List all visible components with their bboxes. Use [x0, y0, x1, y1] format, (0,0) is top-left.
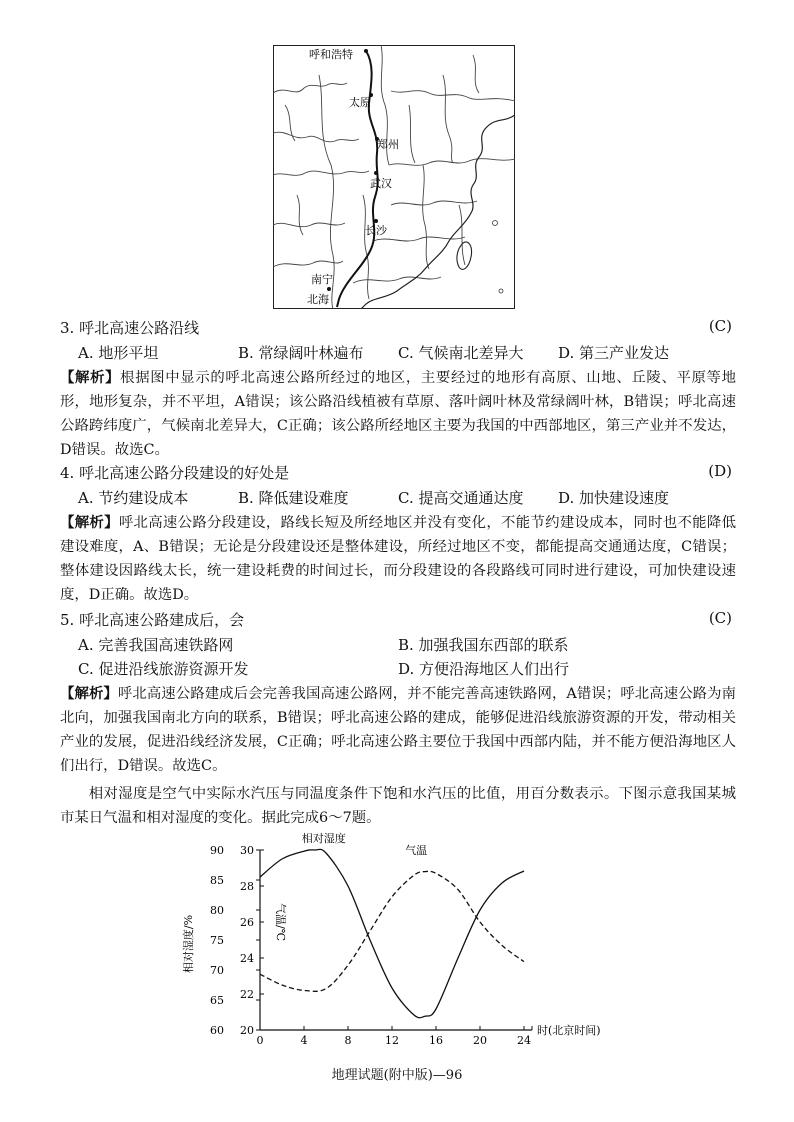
x-tick-label: 12 [385, 1034, 399, 1047]
x-tick-label: 0 [256, 1034, 264, 1047]
right-tick-label: 20 [240, 1024, 254, 1037]
right-tick-label: 24 [240, 952, 254, 965]
city-label-wuhan: 武汉 [370, 177, 392, 190]
q3-option-b: B. 常绿阔叶林遍布 [238, 344, 364, 362]
q4-option-c: C. 提高交通通达度 [398, 489, 524, 507]
q3-option-d: D. 第三产业发达 [558, 344, 670, 362]
right-tick-label: 22 [240, 988, 254, 1001]
q5-option-d: D. 方便沿海地区人们出行 [398, 660, 570, 678]
question-5-stem: 5. 呼北高速公路建成后，会 [60, 611, 245, 629]
q3-option-c: C. 气候南北差异大 [398, 344, 524, 362]
left-tick-label: 80 [210, 904, 224, 917]
humidity-line [260, 849, 524, 1017]
city-dot [374, 219, 378, 223]
q3-analysis [60, 366, 736, 462]
left-axis-label: 相对湿度/% [182, 914, 195, 974]
analysis-label: 【解析】 [60, 514, 119, 531]
temperature-series-label: 气温 [405, 844, 428, 857]
chart-series [260, 849, 524, 1017]
q5-option-a: A. 完善我国高速铁路网 [78, 636, 234, 654]
q5-option-b: B. 加强我国东西部的联系 [398, 636, 569, 654]
right-tick-label: 28 [240, 880, 254, 893]
route-map-svg [273, 45, 515, 309]
question-3-stem: 3. 呼北高速公路沿线 [60, 319, 200, 337]
temperature-humidity-chart [180, 826, 620, 1054]
left-tick-label: 85 [210, 874, 224, 887]
q4-option-d: D. 加快建设速度 [558, 489, 670, 507]
chart-series-labels [302, 831, 427, 857]
right-axis-label: 气温/℃ [274, 902, 287, 942]
q5-analysis [60, 682, 736, 778]
x-tick-label: 8 [344, 1034, 352, 1047]
question-3-answer: (C) [708, 317, 732, 335]
question-4-stem: 4. 呼北高速公路分段建设的好处是 [60, 464, 290, 482]
temperature-line [260, 871, 524, 991]
q4-option-b: B. 降低建设难度 [238, 489, 349, 507]
analysis-label: 【解析】 [60, 685, 118, 702]
q4-analysis-text: 呼北高速公路分段建设，路线长短及所经地区并没有变化，不能节约建设成本，同时也不能降低建设难度，A、B错误；无论是分段建设还是整体建设，所经过地区不变，都能提高交通通达度，C错误；整体建设因路线太长，统一建设耗费的时间过长，而分段建设的各段路线可同时进行建设，可加快建设速度，D正确。故选D。 [60, 515, 736, 603]
left-tick-label: 60 [210, 1024, 224, 1037]
left-tick-label: 65 [210, 994, 224, 1007]
x-tick-label: 4 [300, 1034, 308, 1047]
city-label-zhengzhou: 郑州 [377, 138, 399, 151]
x-tick-label: 24 [517, 1034, 531, 1047]
city-dot [327, 287, 331, 291]
chart-axes [181, 850, 601, 1037]
city-label-hohhot: 呼和浩特 [309, 48, 353, 61]
question-4-answer: (D) [708, 462, 732, 480]
q4-analysis [60, 511, 736, 607]
q5-analysis-text: 呼北高速公路建成后会完善我国高速公路网，并不能完善高速铁路网，A错误；呼北高速公路为南北向，加强我国南北方向的联系，B错误；呼北高速公路的建成，能够促进沿线旅游资源的开发，带动相关产业的发展，促进沿线经济发展，C正确；呼北高速公路主要位于我国中西部内陆，并不能方便沿海地区人们出行，D错误。故选C。 [60, 686, 736, 774]
city-label-taiyuan: 太原 [349, 96, 371, 109]
route-map [273, 45, 515, 309]
q3-option-a: A. 地形平坦 [78, 344, 159, 362]
city-label-nanning: 南宁 [311, 273, 333, 286]
city-label-beihai: 北海 [307, 293, 329, 306]
right-tick-label: 26 [240, 916, 254, 929]
city-label-changsha: 长沙 [365, 224, 387, 237]
right-tick-label: 30 [240, 844, 254, 857]
q3-analysis-text: 根据图中显示的呼北高速公路所经过的地区，主要经过的地形有高原、山地、丘陵、平原等地形，地形复杂，并不平坦，A错误；该公路沿线植被有草原、落叶阔叶林及常绿阔叶林，B错误；呼北高速公路跨纬度广，气候南北差异大，C正确；该公路所经地区主要为我国的中西部地区，第三产业并不发达，D错误。故选C。 [60, 370, 736, 458]
chart-svg [180, 826, 620, 1054]
chart-ticks [210, 844, 531, 1047]
x-tick-label: 16 [429, 1034, 443, 1047]
question-6-7-intro: 相对湿度是空气中实际水汽压与同温度条件下饱和水汽压的比值，用百分数表示。下图示意我国某城市某日气温和相对湿度的变化。据此完成6～7题。 [60, 786, 736, 826]
analysis-label: 【解析】 [60, 369, 121, 386]
humidity-series-label: 相对湿度 [301, 832, 346, 845]
q4-option-a: A. 节约建设成本 [78, 489, 189, 507]
x-axis-label: 时(北京时间) [537, 1024, 601, 1037]
question-5-answer: (C) [708, 609, 732, 627]
x-tick-label: 20 [473, 1034, 487, 1047]
city-dot [374, 171, 378, 175]
left-tick-label: 75 [210, 934, 224, 947]
left-tick-label: 90 [210, 844, 224, 857]
left-tick-label: 70 [210, 964, 224, 977]
city-dot [364, 49, 368, 53]
page-footer: 地理试题(附中版)—96 [331, 1068, 463, 1083]
q5-option-c: C. 促进沿线旅游资源开发 [78, 660, 249, 678]
